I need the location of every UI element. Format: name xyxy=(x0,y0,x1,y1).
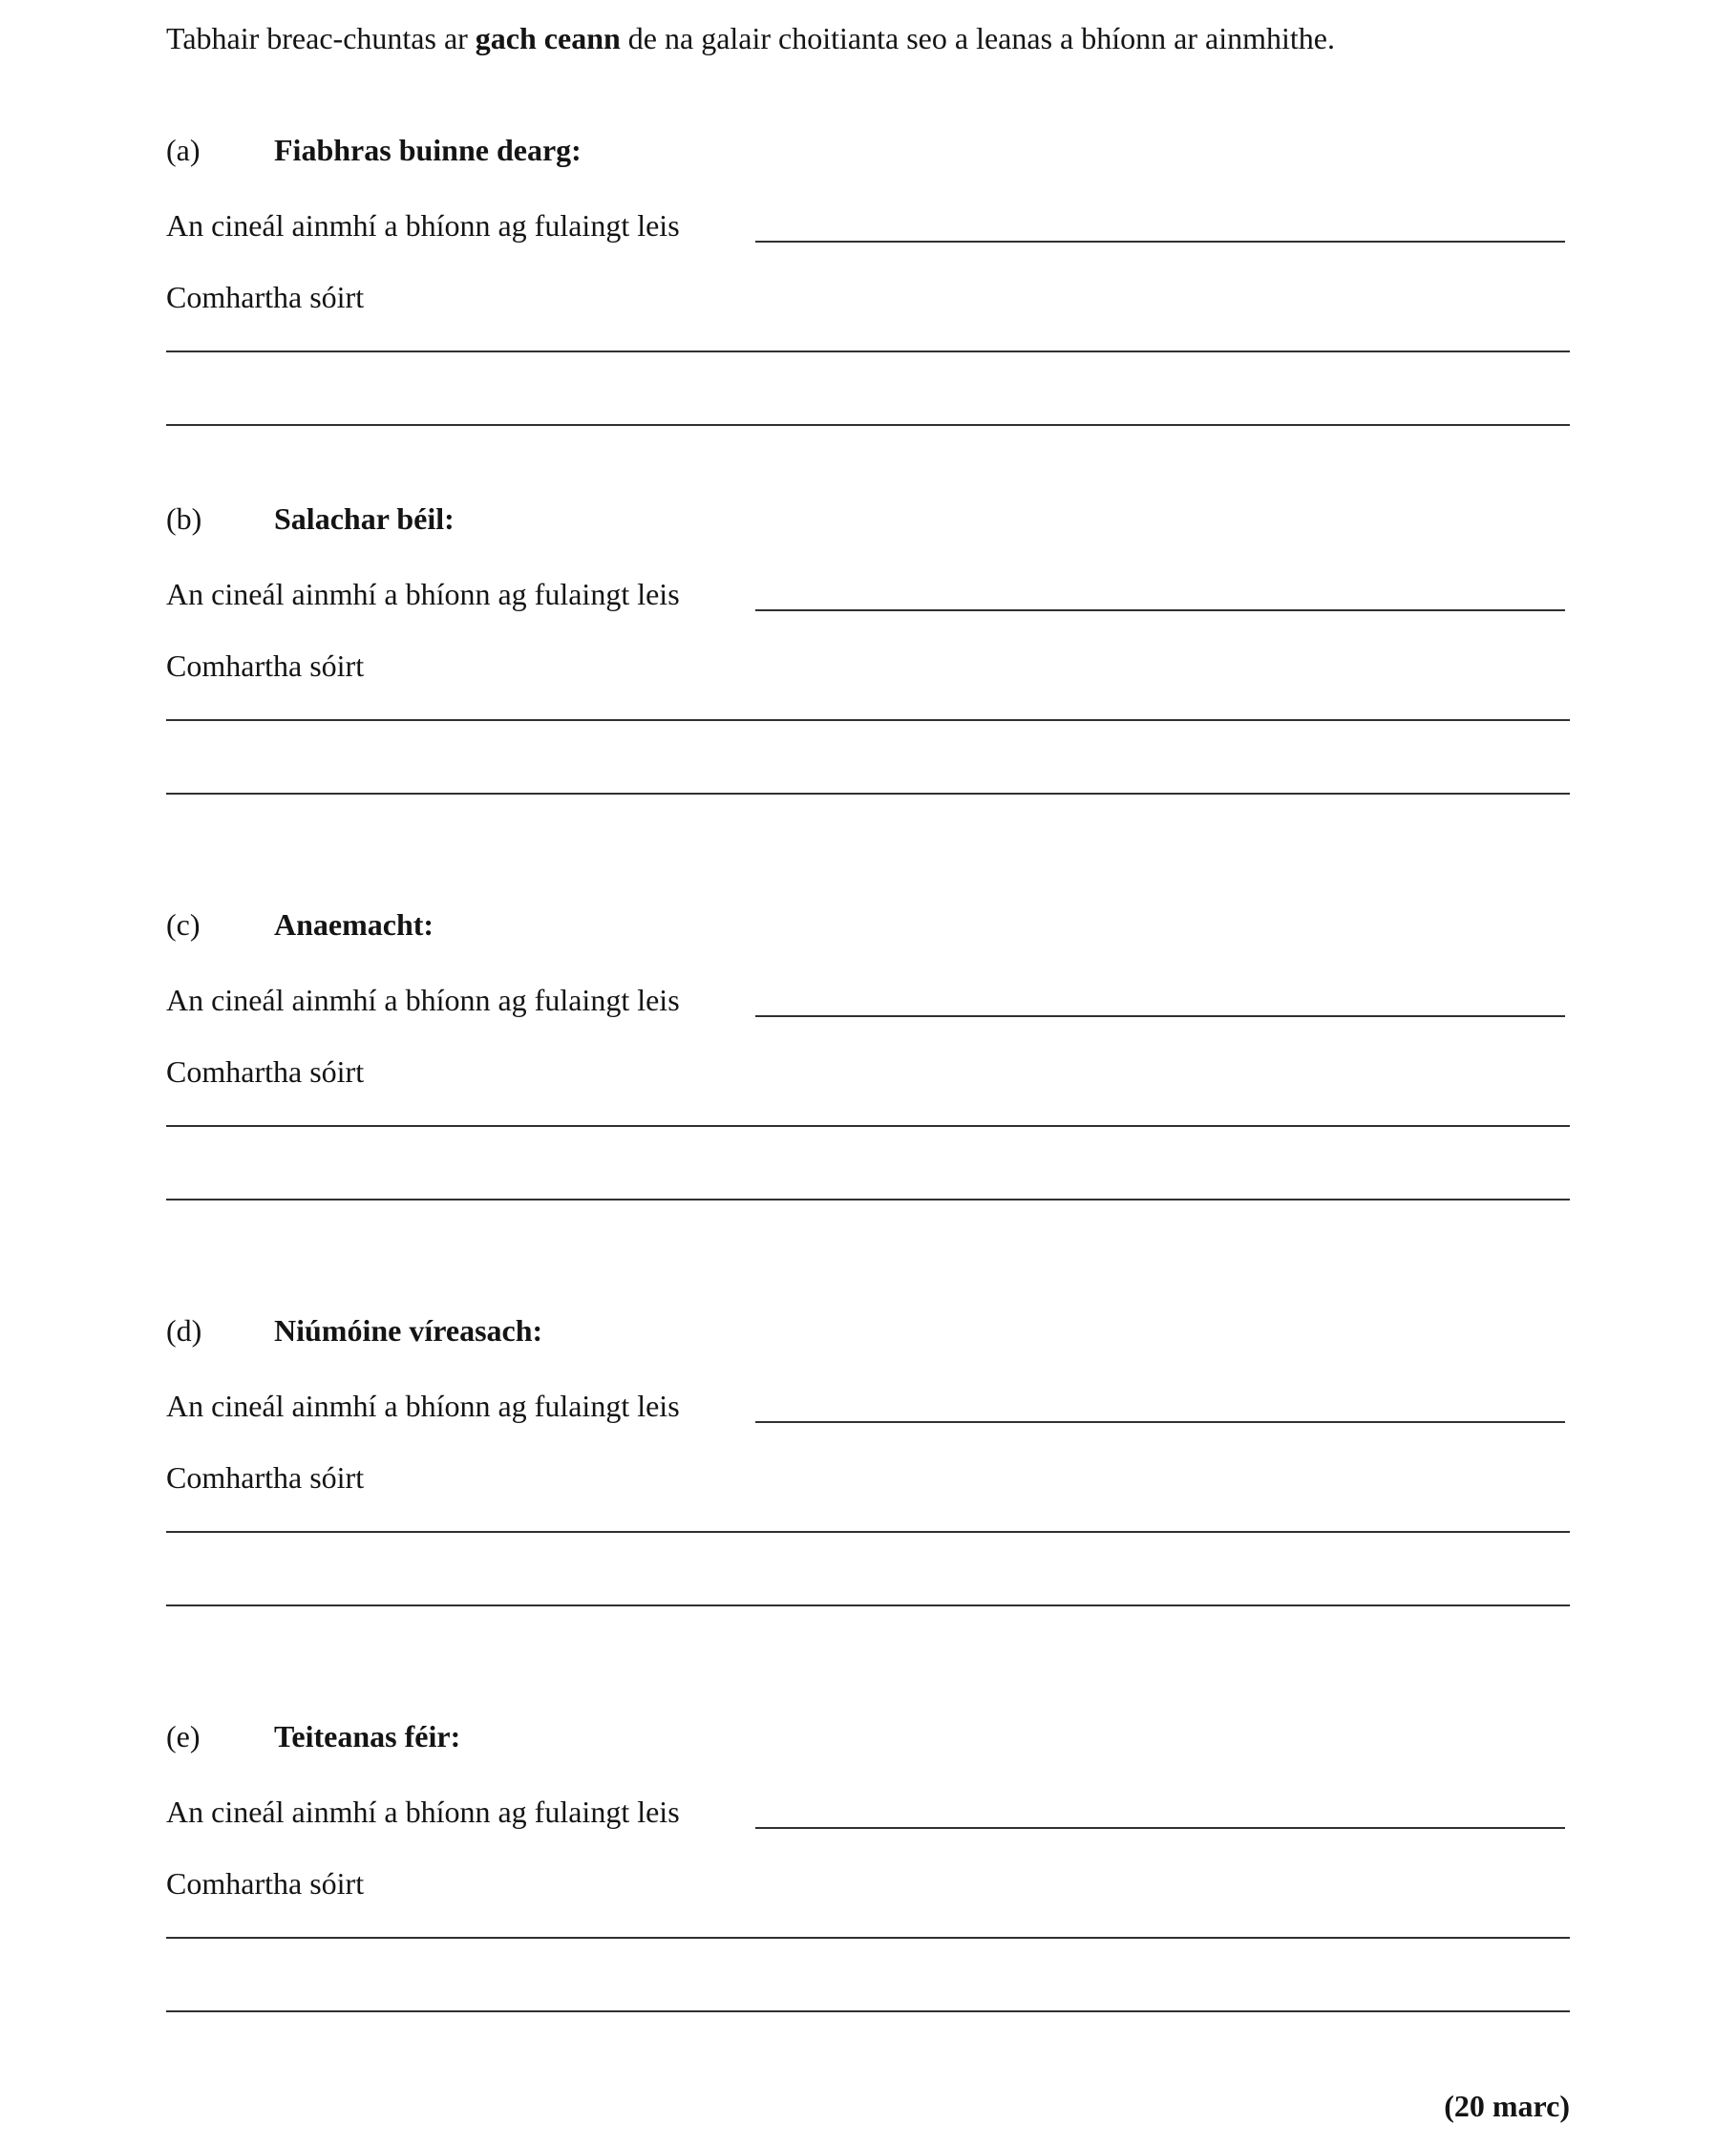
animal-type-row xyxy=(166,1792,1570,1832)
animal-type-answer-line[interactable] xyxy=(755,1827,1565,1829)
section-heading xyxy=(166,130,582,170)
instruction-emphasis: gach ceann xyxy=(475,21,621,55)
section-label: (d) xyxy=(166,1313,202,1348)
symptom-answer-line-2[interactable] xyxy=(166,1199,1570,1200)
section-heading xyxy=(166,904,434,945)
animal-type-answer-line[interactable] xyxy=(755,1015,1565,1017)
section-heading xyxy=(166,1310,542,1350)
section-heading xyxy=(166,1716,460,1756)
symptom-answer-line-1[interactable] xyxy=(166,1125,1570,1127)
section-heading xyxy=(166,499,455,539)
animal-type-row xyxy=(166,1386,1570,1426)
symptom-answer-line-2[interactable] xyxy=(166,424,1570,426)
section-label: (a) xyxy=(166,133,201,167)
section-label: (e) xyxy=(166,1719,201,1753)
animal-type-row xyxy=(166,574,1570,614)
section-a xyxy=(166,130,1570,445)
disease-title: Anaemacht: xyxy=(274,907,434,942)
section-b xyxy=(166,499,1570,814)
page-content xyxy=(166,0,1570,2146)
symptom-label: Comhartha sóirt xyxy=(166,1054,365,1089)
animal-type-row xyxy=(166,205,1570,245)
question-instruction xyxy=(166,18,1570,58)
animal-type-label: An cineál ainmhí a bhíonn ag fulaingt leis xyxy=(166,983,680,1017)
instruction-prefix: Tabhair breac-chuntas ar xyxy=(166,21,476,55)
symptom-label: Comhartha sóirt xyxy=(166,1866,365,1901)
section-label: (b) xyxy=(166,501,202,536)
animal-type-answer-line[interactable] xyxy=(755,241,1565,243)
symptom-answer-line-1[interactable] xyxy=(166,351,1570,352)
disease-title: Niúmóine víreasach: xyxy=(274,1313,543,1348)
section-e xyxy=(166,1716,1570,2031)
symptom-answer-line-2[interactable] xyxy=(166,793,1570,795)
symptom-label: Comhartha sóirt xyxy=(166,1460,365,1495)
symptom-label: Comhartha sóirt xyxy=(166,648,365,683)
disease-title: Fiabhras buinne dearg: xyxy=(274,133,582,167)
symptom-answer-line-2[interactable] xyxy=(166,1604,1570,1606)
animal-type-label: An cineál ainmhí a bhíonn ag fulaingt leis xyxy=(166,1795,680,1829)
animal-type-label: An cineál ainmhí a bhíonn ag fulaingt leis xyxy=(166,1389,680,1423)
symptom-answer-line-1[interactable] xyxy=(166,719,1570,721)
disease-title: Salachar béil: xyxy=(274,501,455,536)
animal-type-row xyxy=(166,980,1570,1020)
marks-total: (20 marc) xyxy=(1444,2089,1570,2123)
disease-title: Teiteanas féir: xyxy=(274,1719,461,1753)
animal-type-answer-line[interactable] xyxy=(755,1421,1565,1423)
symptom-label: Comhartha sóirt xyxy=(166,280,365,314)
symptom-answer-line-1[interactable] xyxy=(166,1937,1570,1939)
section-label: (c) xyxy=(166,907,201,942)
symptom-answer-line-2[interactable] xyxy=(166,2010,1570,2012)
animal-type-label: An cineál ainmhí a bhíonn ag fulaingt leis xyxy=(166,208,680,243)
animal-type-label: An cineál ainmhí a bhíonn ag fulaingt leis xyxy=(166,577,680,611)
animal-type-answer-line[interactable] xyxy=(755,609,1565,611)
instruction-suffix: de na galair choitianta seo a leanas a bhíonn ar ainmhithe. xyxy=(620,21,1335,55)
section-c xyxy=(166,904,1570,1220)
symptom-answer-line-1[interactable] xyxy=(166,1531,1570,1533)
section-d xyxy=(166,1310,1570,1625)
